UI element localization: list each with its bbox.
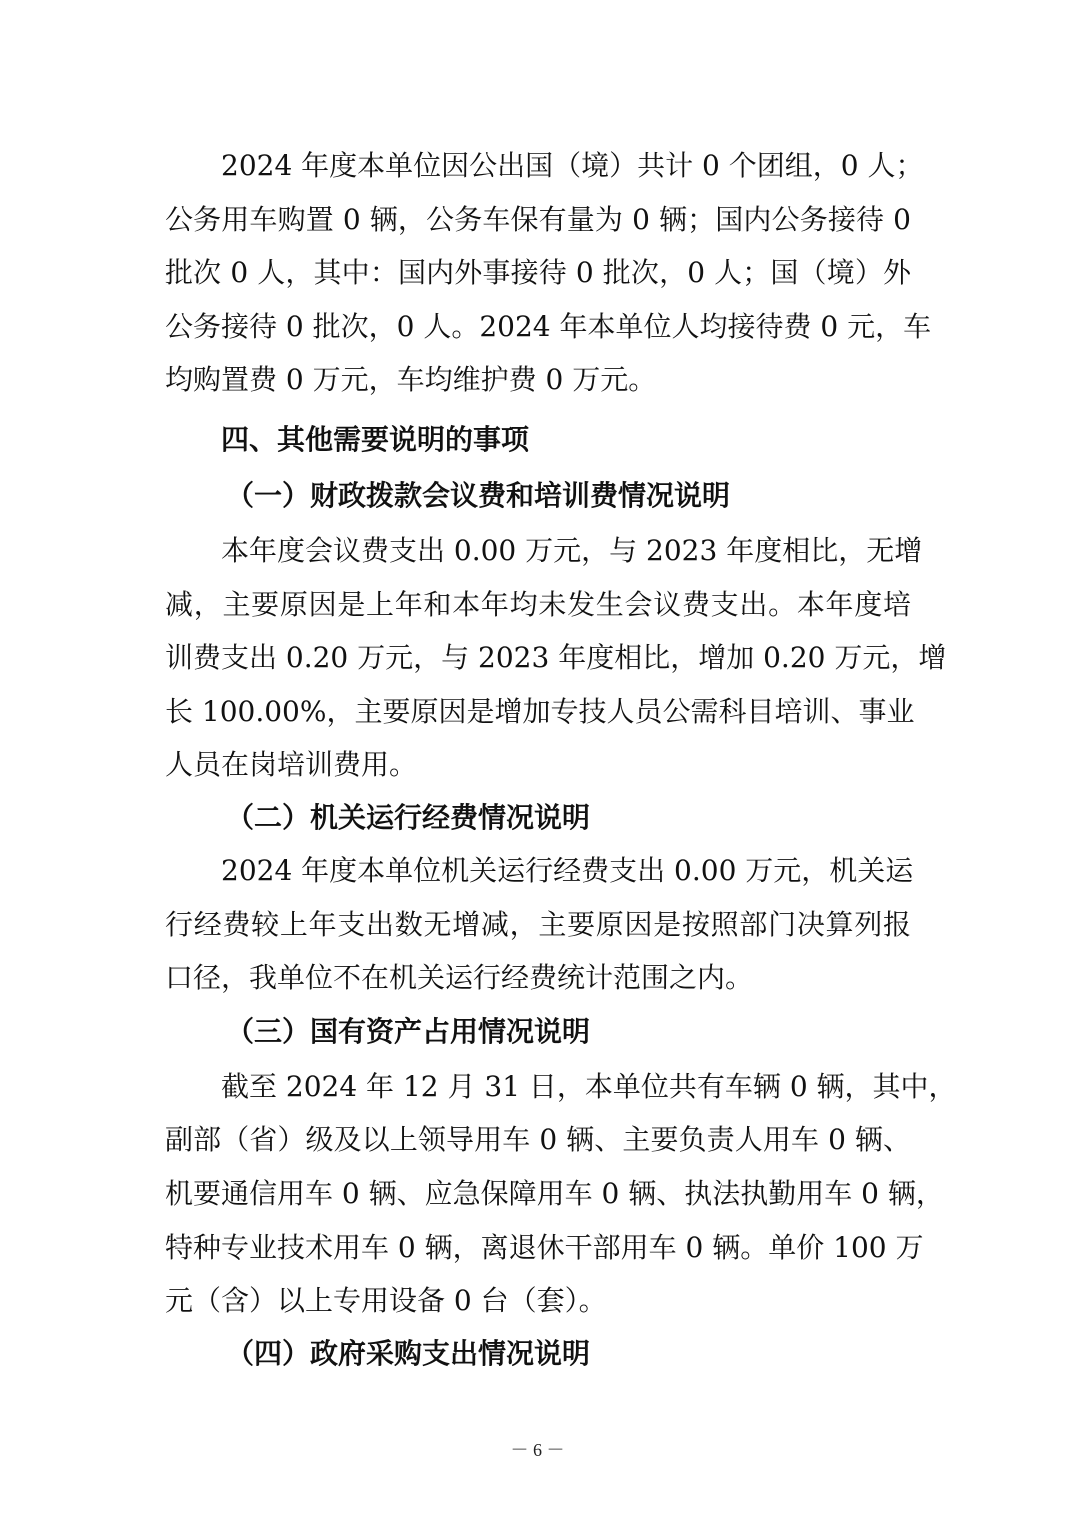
paragraph-line: 减，主要原因是上年和本年均未发生会议费支出。本年度培 [165, 588, 911, 621]
paragraph-line: 截至 2024 年 12 月 31 日，本单位共有车辆 0 辆，其中， [221, 1070, 957, 1103]
paragraph-line: 副部（省）级及以上领导用车 0 辆、主要负责人用车 0 辆、 [165, 1123, 911, 1156]
page-number: － 6 － [510, 1440, 565, 1460]
subsection-heading: （四）政府采购支出情况说明 [226, 1337, 591, 1370]
paragraph-line: 机要通信用车 0 辆、应急保障用车 0 辆、执法执勤用车 0 辆， [165, 1177, 944, 1210]
paragraph-line: 长 100.00%，主要原因是增加专技人员公需科目培训、事业 [165, 695, 915, 728]
subsection-heading: （三）国有资产占用情况说明 [226, 1015, 591, 1048]
paragraph-line: 2024 年度本单位机关运行经费支出 0.00 万元，机关运 [221, 854, 914, 887]
subsection-heading: （二）机关运行经费情况说明 [226, 801, 591, 834]
paragraph-line: 人员在岗培训费用。 [165, 748, 418, 781]
paragraph-line: 行经费较上年支出数无增减，主要原因是按照部门决算列报 [165, 908, 911, 941]
paragraph-line: 公务用车购置 0 辆，公务车保有量为 0 辆；国内公务接待 0 [165, 203, 911, 236]
paragraph-line: 元（含）以上专用设备 0 台（套）。 [165, 1284, 607, 1317]
paragraph-line: 公务接待 0 批次，0 人。2024 年本单位人均接待费 0 元，车 [165, 310, 932, 343]
paragraph-line: 批次 0 人，其中：国内外事接待 0 批次，0 人；国（境）外 [165, 256, 911, 289]
paragraph-line: 2024 年度本单位因公出国（境）共计 0 个团组，0 人； [221, 149, 924, 182]
paragraph-line: 训费支出 0.20 万元，与 2023 年度相比，增加 0.20 万元，增 [165, 641, 947, 674]
subsection-heading: （一）财政拨款会议费和培训费情况说明 [226, 479, 731, 512]
section-heading: 四、其他需要说明的事项 [221, 423, 530, 456]
paragraph-line: 均购置费 0 万元，车均维护费 0 万元。 [165, 363, 657, 396]
paragraph-line: 口径，我单位不在机关运行经费统计范围之内。 [165, 961, 754, 994]
paragraph-line: 本年度会议费支出 0.00 万元，与 2023 年度相比，无增 [221, 534, 923, 567]
paragraph-line: 特种专业技术用车 0 辆，离退休干部用车 0 辆。单价 100 万 [165, 1231, 924, 1264]
